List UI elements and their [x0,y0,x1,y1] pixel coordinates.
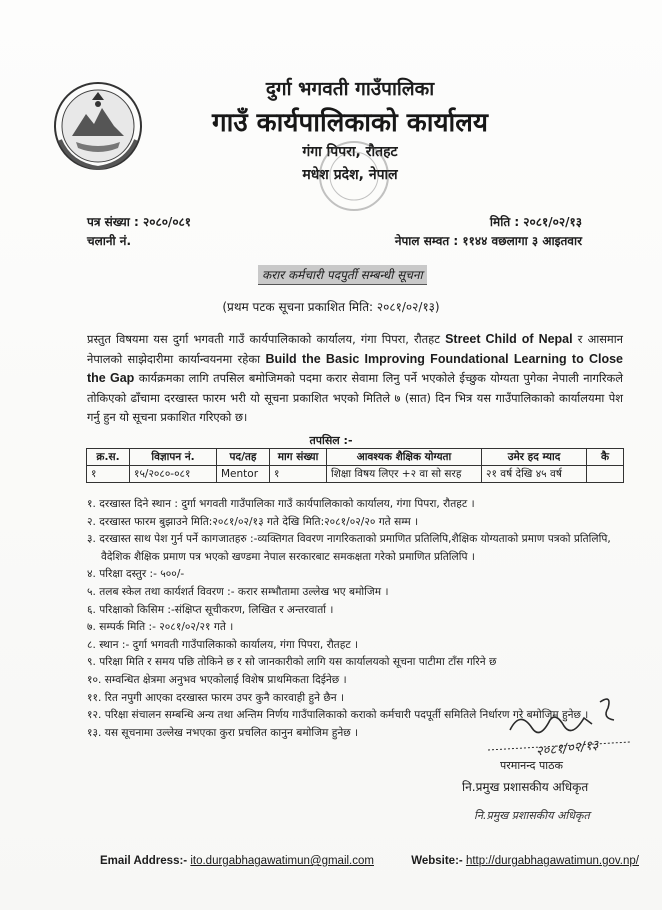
list-item: ११. रित नपुगी आएका दरखास्त फारम उपर कुनै कारवाही हुने छैन । [87,691,345,704]
notice-subject: करार कर्मचारी पदपुर्ती सम्बन्धी सूचना [258,265,427,285]
footer [100,855,639,867]
letter-number: पत्र संख्या : २०८०/०८१ [87,215,192,229]
reference-right [395,213,582,251]
cell-age-limit: २१ वर्ष देखि ४५ वर्ष [482,466,587,483]
tapsil-heading: तपसिल :- [309,434,353,447]
signatory-title: नि.प्रमुख प्रशासकीय अधिकृत [462,780,589,794]
list-item: २. दरखास्त फारम बुझाउने मिति:२०८१/०२/१३ गते देखि मिति:२०८१/०२/२० गते सम्म । [87,515,419,528]
body-part-3: कार्यक्रमका लागि तपसिल बमोजिमको पदमा करार सेवामा लिनु पर्ने भएकोले ईच्छुक योग्यता पुगेका नेपाली नागरिकले तोकिएको ढाँचामा दरखास्त फारम भरी यो सूचना प्रकाशित भएको मितिले ७ (सात) दिन भित्र यस गाउँपालिकाको कार्यालयमा पेश गर्नु हुन यो सूचना प्रकाशित गरिएको छ। [87,371,623,424]
svg-text:२०८१/०२/१३: २०८१/०२/१३ [535,738,600,760]
notice-date: मिति : २०८१/०२/१३ [489,215,582,229]
list-item: १३. यस सूचनामा उल्लेख नभएका कुरा प्रचलित कानुन बमोजिम हुनेछ । [87,726,359,739]
office-seal-stamp [316,138,392,214]
list-item: ८. स्थान :- दुर्गा भगवती गाउँपालिकाको कार्यालय, गंगा पिपरा, रौतहट । [87,638,359,651]
list-item: ७. सम्पर्क मिति :- २०८१/०२/२१ गते । [87,621,234,634]
list-item: ९. परिक्षा मिति र समय पछि तोकिने छ र सो जानकारीको लागि यस कार्यालयको सूचना पाटीमा टाँस गरिने छ [87,656,497,669]
col-age-limit: उमेर हद म्याद [482,449,587,466]
municipality-name: दुर्गा भगवती गाउँपालिका [265,78,435,100]
col-ad-no: विज्ञापन नं. [130,449,217,466]
email-label: Email Address:- [100,855,188,867]
col-qualification: आवश्यक शैक्षिक योग्यता [327,449,482,466]
signatory-name: परमानन्द पाठक [500,759,563,772]
address-line-1: गंगा पिपरा, रौतहट [302,144,398,160]
list-item: १०. सम्वन्धित क्षेत्रमा अनुभव भएकोलाई विशेष प्राथमिकता दिईनेछ । [87,673,347,686]
cell-remarks [587,466,624,483]
col-post: पद/तह [217,449,270,466]
cell-ad-no: १५/२०८०-०८१ [130,466,217,483]
email-link[interactable]: ito.durgabhagawatimun@gmail.com [190,855,374,867]
partner-name: Street Child of Nepal [445,332,573,346]
website-link[interactable]: http://durgabhagawatimun.gov.np/ [465,855,639,867]
office-name: गाउँ कार्यपालिकाको कार्यालय [212,108,488,138]
handwritten-signature [480,690,640,760]
address-line-2: मधेश प्रदेश, नेपाल [302,167,398,183]
website-label: Website:- [411,855,463,867]
cell-sn: १ [87,466,130,483]
cell-post: Mentor [217,466,270,483]
body-part-1: प्रस्तुत विषयमा यस दुर्गा भगवती गाउँ कार्यपालिकाको कार्यालय, गंगा पिपरा, रौतहट [87,332,446,346]
cell-demand: १ [270,466,327,483]
nepal-emblem-logo [52,80,144,172]
list-item: १. दरखास्त दिने स्थान : दुर्गा भगवती गाउँपालिका गाउँ कार्यपालिकाको कार्यालय, गंगा पिपरा, रौतहट । [87,498,475,510]
list-item: ५. तलब स्केल तथा कार्यशर्त विवरण :- करार सम्भौतामा उल्लेख भए बमोजिम । [87,585,389,598]
nepal-samvat-date: नेपाल सम्वत : ११४४ वछलागा ३ आइतवार [394,234,582,248]
reference-left [87,213,191,251]
publication-date: (प्रथम पटक सूचना प्रकाशित मिति: २०८१/०२/१३) [222,300,440,314]
col-demand: माग संख्या [270,449,327,466]
col-sn: क्र.स. [87,449,130,466]
table-row [87,466,624,483]
col-remarks: कै [587,449,624,466]
list-item: ४. परिक्षा दस्तुर :- ५००/- [87,568,185,581]
designation-stamp: नि.प्रमुख प्रशासकीय अधिकृत [474,809,590,822]
list-item: ३. दरखास्त साथ पेश गुर्न पर्ने कागजातहरु :-व्यक्तिगत विवरण नागरिकताको प्रमाणित प्रतिलिपि,शैक्षिक योग्यताको प्रमाण पत्रको प्रतिलिपि, वैदेशिक शैक्षिक प्रमाण पत्र भएको खण्डमा नेपाल सरकारबाट समकक्षता गरेको प्रमाणित प्रतिलिपि । [87,533,611,563]
notice-body [87,330,623,428]
vacancy-table [86,448,624,483]
list-item: ६. परिक्षाको किसिम :-संक्षिप्त सूचीकरण, लिखित र अन्तरवार्ता । [87,603,334,616]
dispatch-number: चलानी नं. [87,234,132,248]
program-name: Build the Basic Improving Foundational Learning to Close the Gap [87,351,623,385]
body-part-2: र आसमान नेपालको साझेदारीमा कार्यान्वयनमा रहेका [87,332,624,366]
table-header-row [87,449,624,466]
cell-qualification: शिक्षा विषय लिएर +२ वा सो सरह [327,466,482,483]
list-item: १२. परिक्षा संचालन सम्बन्धि अन्य तथा अन्तिम निर्णय गाउँपालिकाको कराको कर्मचारी पदपूर्ती समितिले निर्धारण गरे बमोजिम हुनेछ । [87,709,589,722]
